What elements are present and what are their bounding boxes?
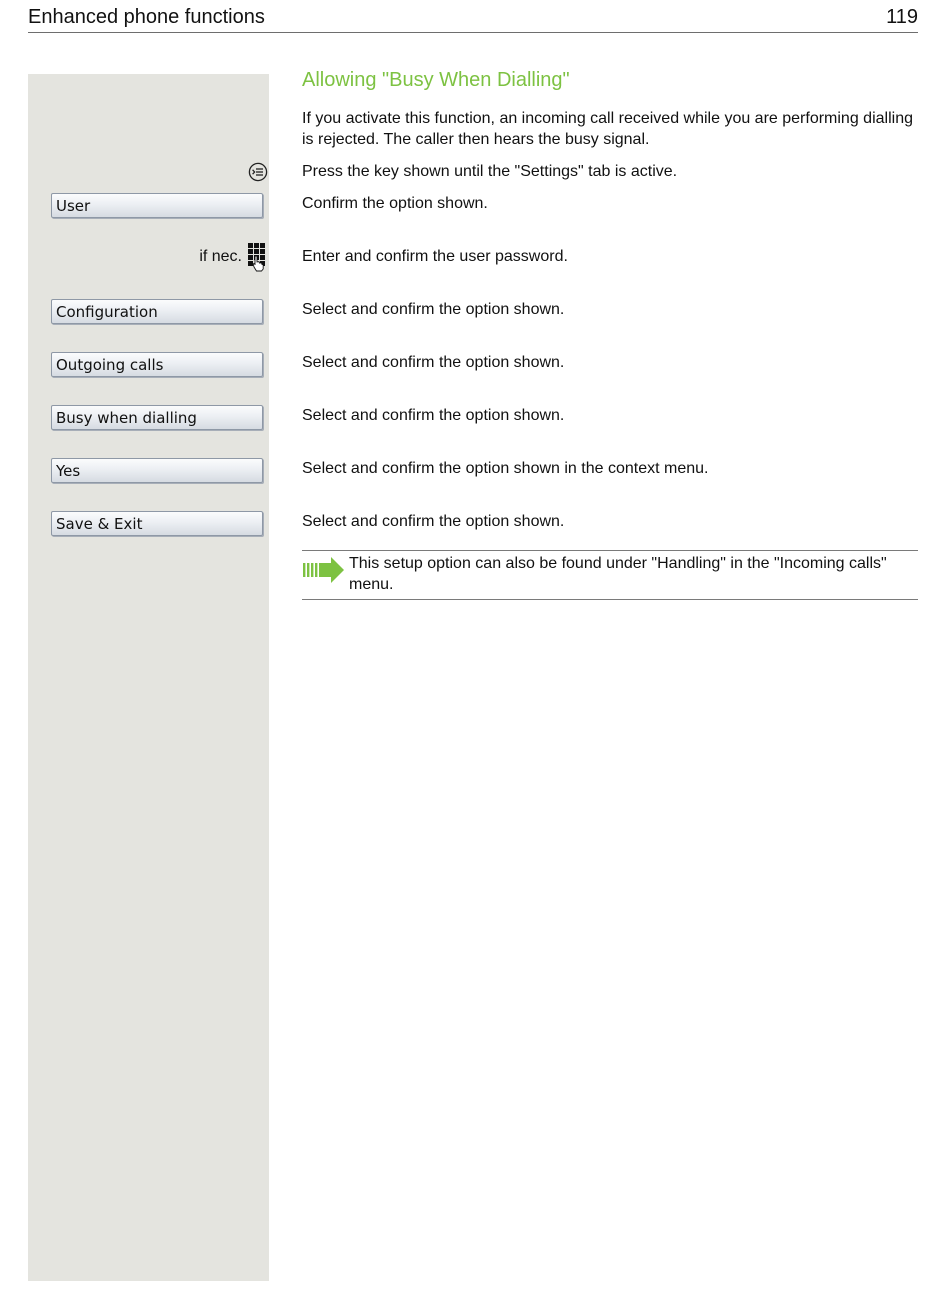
note-arrow-icon [302, 556, 346, 584]
busy-when-dialling-button[interactable]: Busy when dialling [51, 405, 263, 430]
step-yes: Select and confirm the option shown in the context menu. [302, 460, 709, 477]
header-divider [28, 32, 918, 33]
menu-key-icon [248, 162, 268, 182]
section-title: Allowing "Busy When Dialling" [302, 69, 570, 91]
intro-paragraph: If you activate this function, an incoming call received while you are performing dialling is rejected. The caller then hears the busy signal. [302, 110, 913, 148]
step-outgoing-calls: Select and confirm the option shown. [302, 354, 565, 371]
note-divider-bottom [302, 599, 918, 600]
note-divider-top [302, 550, 918, 551]
outgoing-calls-button[interactable]: Outgoing calls [51, 352, 263, 377]
step-press-key: Press the key shown until the "Settings" tab is active. [302, 163, 678, 180]
step-confirm-user: Confirm the option shown. [302, 195, 488, 212]
step-enter-password: Enter and confirm the user password. [302, 248, 568, 265]
yes-button[interactable]: Yes [51, 458, 263, 483]
header-title: Enhanced phone functions [28, 6, 265, 28]
configuration-button[interactable]: Configuration [51, 299, 263, 324]
user-button[interactable]: User [51, 193, 263, 218]
save-exit-button[interactable]: Save & Exit [51, 511, 263, 536]
page-number: 119 [886, 6, 918, 28]
step-busy-when-dialling: Select and confirm the option shown. [302, 407, 565, 424]
keypad-icon [246, 242, 268, 272]
step-save-exit: Select and confirm the option shown. [302, 513, 565, 530]
if-nec-label: if nec. [199, 248, 242, 265]
step-configuration: Select and confirm the option shown. [302, 301, 565, 318]
note-text: This setup option can also be found under "Handling" in the "Incoming calls" menu. [349, 555, 887, 593]
